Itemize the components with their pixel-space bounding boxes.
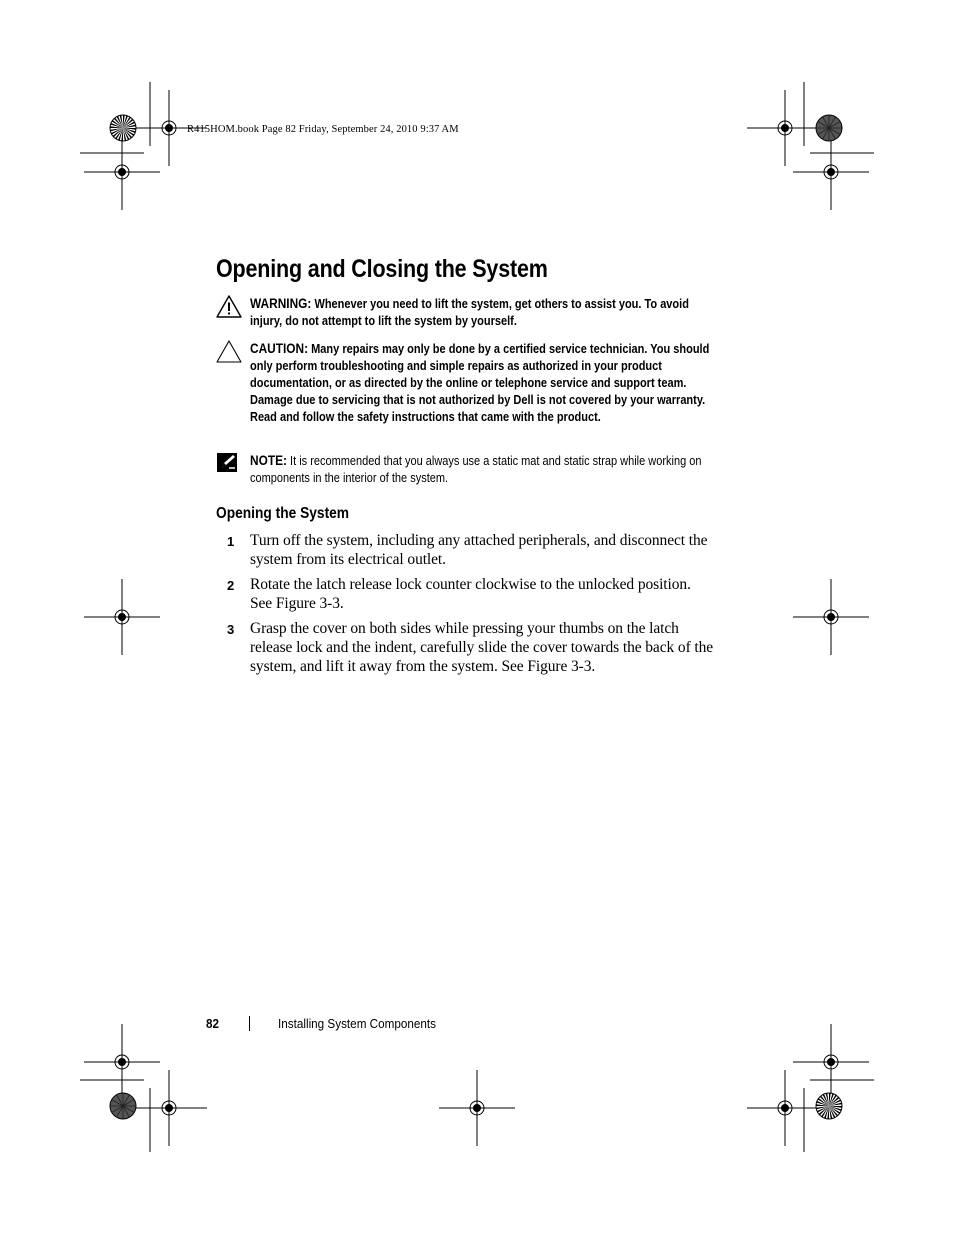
caution-triangle-icon	[216, 340, 242, 364]
registration-mark	[84, 579, 160, 655]
list-item	[216, 531, 716, 569]
steps-list	[216, 531, 716, 682]
registration-mark	[747, 90, 823, 166]
caution-text: Many repairs may only be done by a certified service technician. You should only perform troubleshooting and simple repairs as authorized in your product documentation, or as directed by the online or telephone service and support team. Damage due to servicing that is not authorized by Dell is not covered by your warranty. Read and follow the safety instructions that came with the product.	[250, 342, 710, 424]
print-slug: R415HOM.book Page 82 Friday, September 24, 2010 9:37 AM	[187, 124, 459, 135]
page-title: Opening and Closing the System	[216, 255, 548, 283]
warning-label: WARNING:	[250, 296, 312, 311]
warning-triangle-icon	[216, 295, 242, 319]
note-pencil-icon	[216, 452, 242, 476]
registration-mark	[84, 134, 160, 210]
step-text: Grasp the cover on both sides while pressing your thumbs on the latch release lock and the indent, carefully slide the cover towards the back of the system, and lift it away from the system. See Figure 3-3.	[250, 620, 714, 675]
registration-mark	[84, 1024, 160, 1100]
note-label: NOTE:	[250, 453, 287, 468]
color-target-mark	[110, 1093, 136, 1119]
warning-text: Whenever you need to lift the system, get others to assist you. To avoid injury, do not attempt to lift the system by yourself.	[250, 297, 689, 328]
note-text: It is recommended that you always use a static mat and static strap while working on components in the interior of the system.	[250, 454, 702, 485]
registration-mark	[439, 1070, 515, 1146]
color-target-mark	[110, 115, 136, 141]
registration-mark	[747, 1070, 823, 1146]
list-item	[216, 575, 716, 613]
page-number: 82	[206, 1016, 220, 1031]
registration-mark	[793, 579, 869, 655]
footer-section-title: Installing System Components	[278, 1016, 437, 1031]
step-number: 2	[227, 578, 235, 593]
step-number: 1	[227, 534, 235, 549]
step-text: Rotate the latch release lock counter clockwise to the unlocked position. See Figure 3-3.	[250, 576, 691, 612]
step-text: Turn off the system, including any attached peripherals, and disconnect the system from its electrical outlet.	[250, 532, 708, 568]
color-target-mark	[816, 1093, 842, 1119]
color-target-mark	[816, 115, 842, 141]
step-number: 3	[227, 622, 235, 637]
list-item	[216, 619, 716, 676]
caution-label: CAUTION:	[250, 341, 309, 356]
footer-divider	[249, 1016, 250, 1031]
section-heading: Opening the System	[216, 505, 350, 522]
registration-mark	[131, 1070, 207, 1146]
